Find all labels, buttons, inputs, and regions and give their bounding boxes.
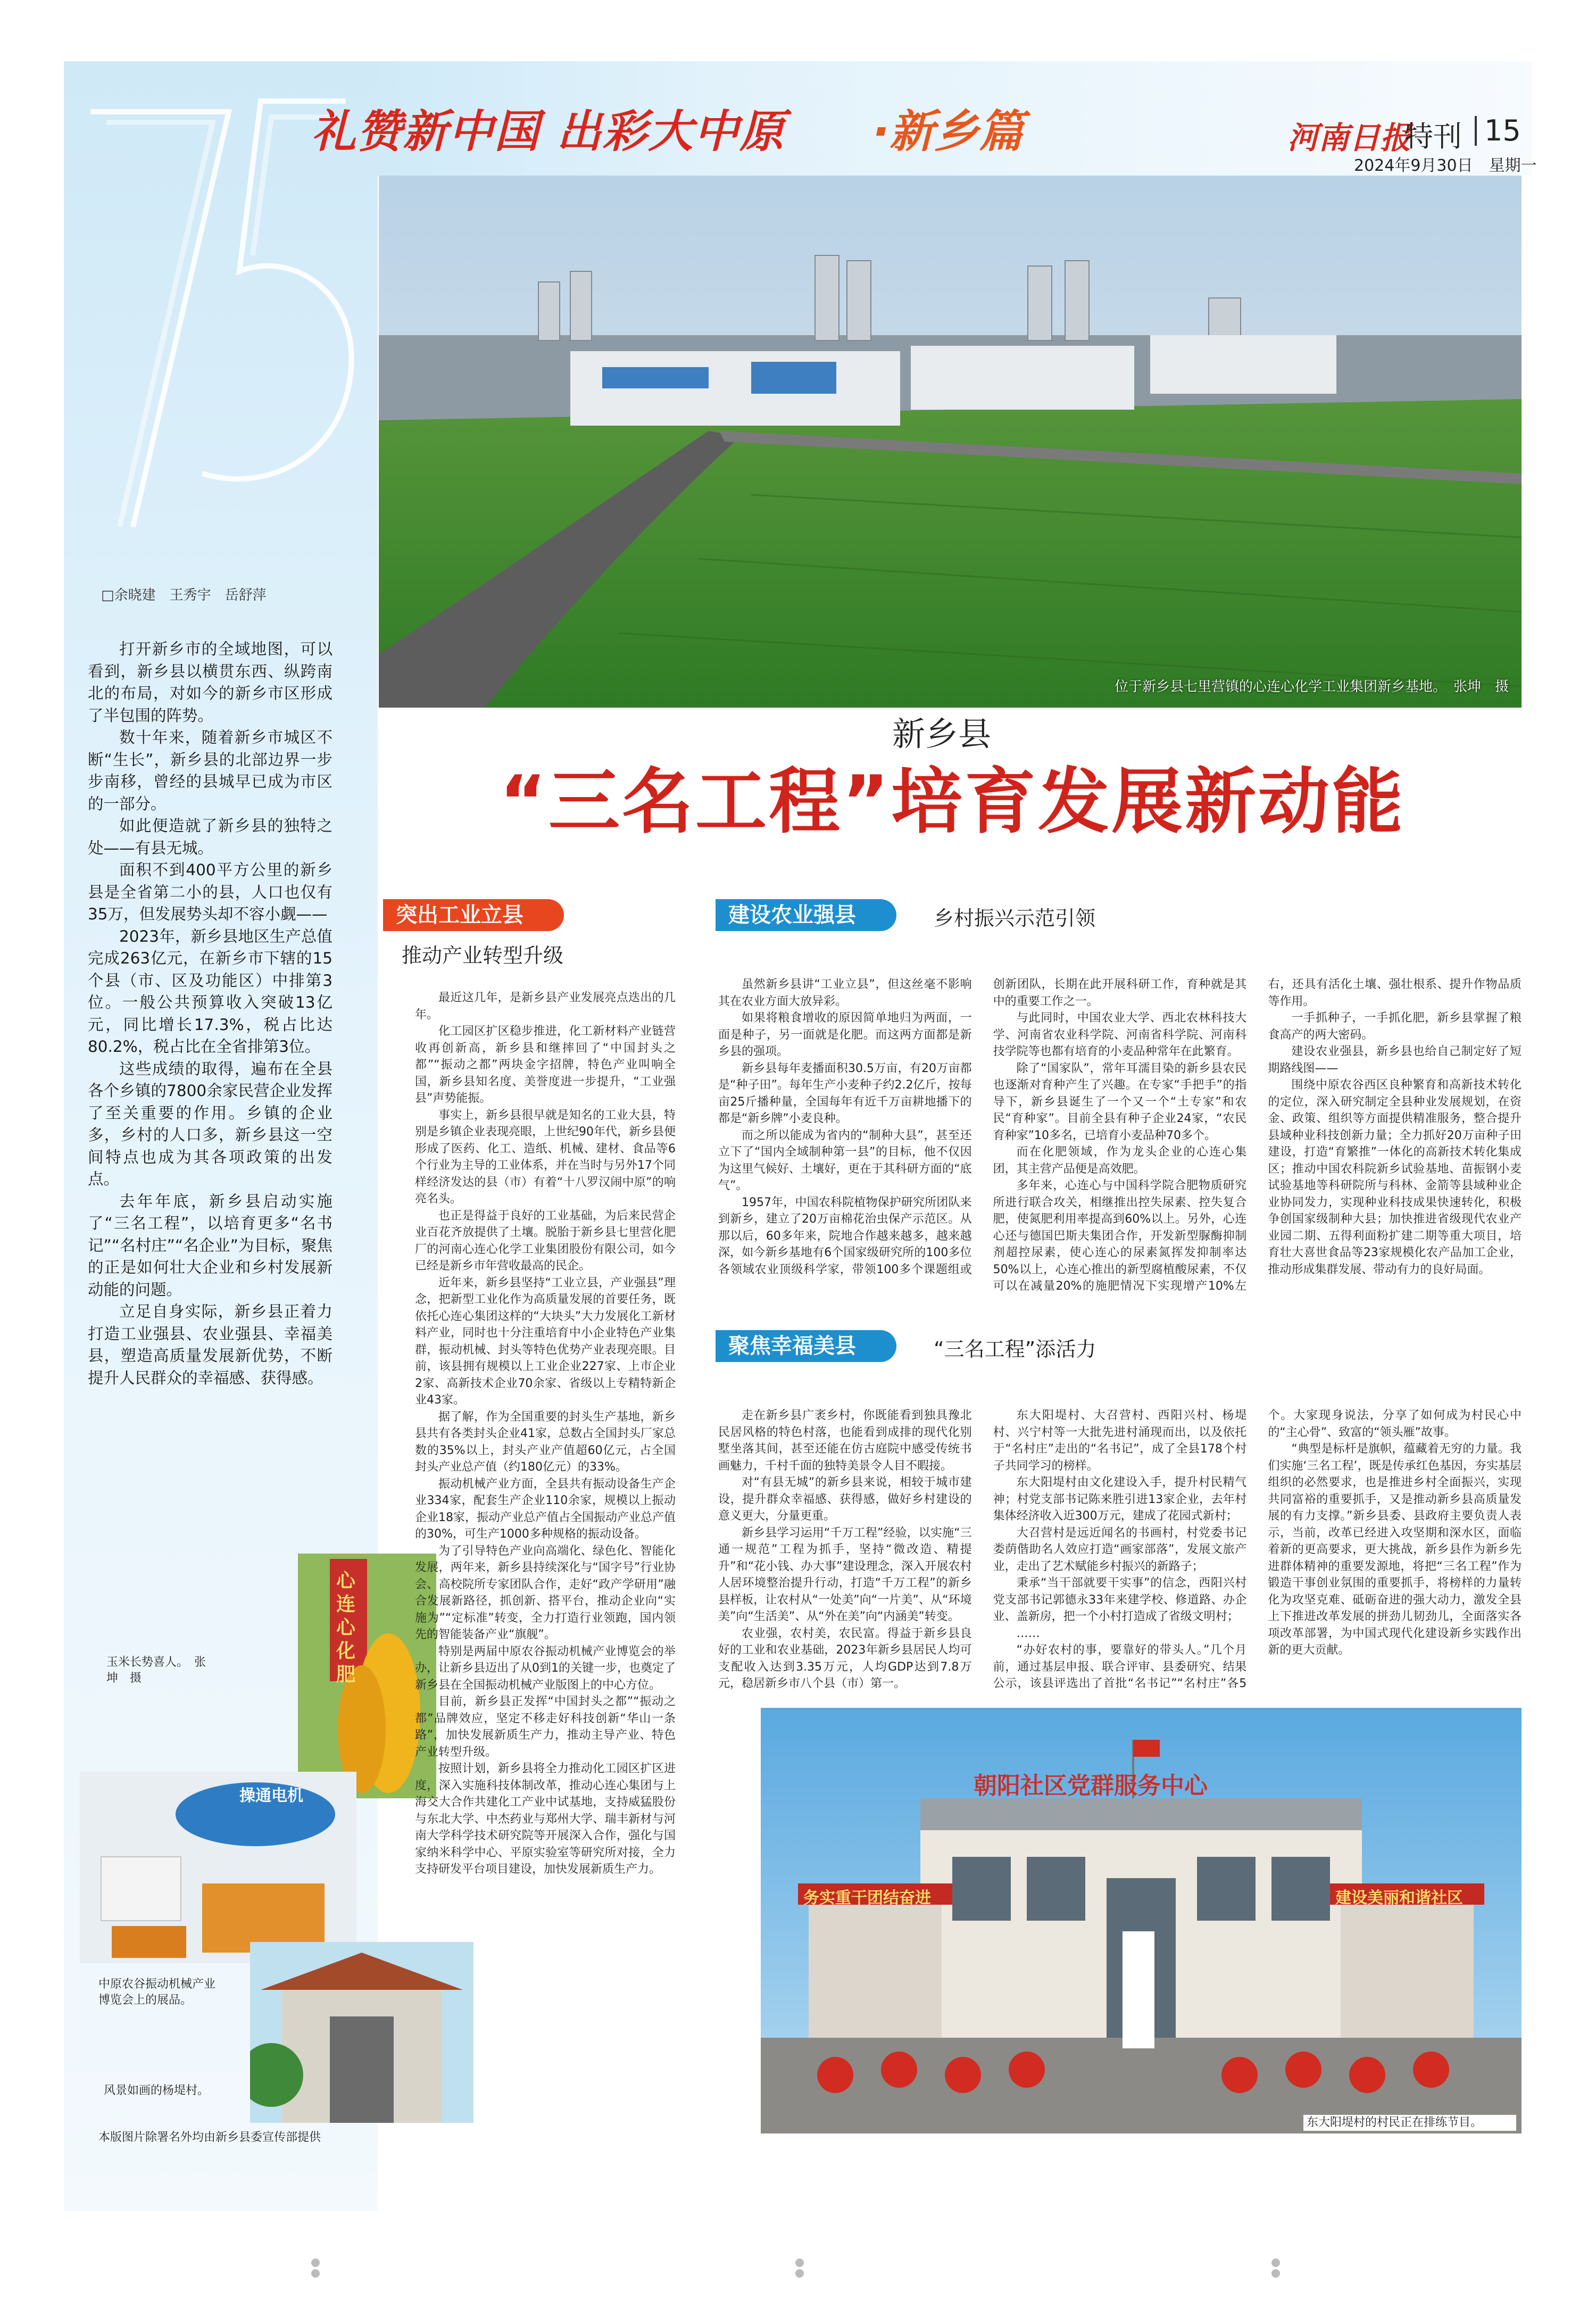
industrial-base-photo xyxy=(379,176,1522,708)
community-center-sign: 朝阳社区党群服务中心 xyxy=(974,1772,1208,1799)
body-paragraph: 最近这几年，是新乡县产业发展亮点迭出的几年。 xyxy=(415,991,676,1022)
lead-paragraph: 去年年底，新乡县启动实施了“三名工程”，以培育更多“名书记”“名村庄”“名企业”为目标，聚焦的正是如何壮大企业和乡村发展新动能的问题。 xyxy=(88,1192,332,1299)
body-paragraph: 虽然新乡县讲“工业立县”，但这丝毫不影响其在农业方面大放异彩。 xyxy=(718,978,972,1008)
body-paragraph: 与此同时，中国农业大学、西北农林科技大学、河南省农业科学院、河南省科学院、河南科技学院等也都有培育的小麦品种常年在此繁育。 xyxy=(993,1011,1247,1058)
body-paragraph: 对“有县无城”的新乡县来说，相较于城市建设，提升群众幸福感、获得感，做好乡村建设的意义更大，分量更重。 xyxy=(718,1476,972,1523)
body-paragraph: 新乡县学习运用“千万工程”经验，以实施“三通一规范”工程为抓手，坚持“微改造、精提升”和“花小钱、办大事”建设理念，深入开展农村人居环境整治提升行动，打造“千万工程”的新乡县样板，让农村从“一处美”向“一片美”、从“环境美”向“生活美”、从“外在美”向“内涵美”转变。 xyxy=(718,1526,972,1623)
body-paragraph: 按照计划，新乡县将全力推动化工园区扩区进度，深入实施科技体制改革，推动心连心集团与上海交大合作共建化工产业中试基地，支持威猛股份与东北大学、中杰药业与郑州大学、瑞丰新材与河南大学科学技术研究院等开展深入合作，强化与国家纳米科学中心、平原实验室等研究所对接，全力支持研发平台项目建设，加快发展新质生产力。 xyxy=(415,1762,676,1876)
section-tag-industry: 突出工业立县 xyxy=(383,899,564,931)
page-dots xyxy=(795,2259,817,2269)
body-paragraph: 除了“国家队”，常年耳濡目染的新乡县农民也逐渐对育种产生了兴趣。在专家“手把手”的指导下，新乡县诞生了一个又一个“土专家”和农民“育种家”。目前全县有种子企业24家，“农民育种家”10多名，已培育小麦品种70多个。 xyxy=(993,1061,1247,1142)
community-center-caption: 东大阳堤村的村民正在排练节目。 xyxy=(1303,2115,1516,2131)
body-paragraph: 新乡县每年麦播面积30.5万亩，有20万亩都是“种子田”。每年生产小麦种子约2.2亿斤，按每亩25斤播种量，全国每年有近千万亩耕地播下的都是“新乡牌”小麦良种。 xyxy=(718,1061,972,1125)
lead-paragraph: 数十年来，随着新乡市城区不断“生长”，新乡县的北部边界一步步南移，曾经的县城早已成为市区的一部分。 xyxy=(88,728,332,813)
gate-caption: 风景如画的杨堤村。 xyxy=(104,2084,210,2097)
body-paragraph: 1957年，中国农科院植物保护研究所团队来到新乡，建立了20万亩棉花治虫保产示范区。从那以后，60多年来，院地合作越来越多，越来越深，如今新乡基地有6个国家级研究所的100多位各领域农业顶级科学家，带领100多个课题组或创新团队，长期在此开展科研工作，育种就是其中的重要工作之一。 xyxy=(718,978,1247,1276)
section-tag-agriculture: 建设农业强县 xyxy=(716,899,896,931)
page-dots xyxy=(1271,2259,1293,2269)
lead-paragraph: 2023年，新乡县地区生产总值完成263亿元，在新乡市下辖的15个县（市、区及功能区）中排第3位。一般公共预算收入突破13亿元，同比增长17.3%，税占比达80.2%，税占比在全省排第3位。 xyxy=(88,927,332,1056)
community-banner-right: 建设美丽和谐社区 xyxy=(1335,1889,1463,1907)
corn-sign-text: 心连心化肥 xyxy=(336,1570,356,1686)
body-paragraph: 一手抓种子，一手抓化肥，新乡县掌握了粮食高产的两大密码。 xyxy=(1268,1011,1522,1042)
body-paragraph: 多年来，心连心与中国科学院合肥物质研究所进行联合攻关，相继推出控失尿素、控失复合肥，使氮肥利用率提高到60%以上。另外，心连心还与德国巴斯夫集团合作，开发新型脲酶抑制剂超控尿素，使心连心的尿素氮挥发抑制率达50%以上，心连心推出的新型腐植酸尿素，不仅可以在减量20%的施肥情况下实现增产10%左右，还具有活化土壤、强壮根系、提升作物品质等作用。 xyxy=(993,978,1522,1293)
body-paragraph: 也正是得益于良好的工业基础，为后来民营企业百花齐放提供了土壤。脱胎于新乡县七里营化肥厂的河南心连心化学工业集团股份有限公司，如今已经是新乡市年营收最高的民企。 xyxy=(415,1209,676,1273)
body-paragraph: 建设农业强县，新乡县也给自己制定好了短期路线图—— xyxy=(1268,1045,1522,1075)
body-paragraph: 如果将粮食增收的原因简单地归为两面，一面是种子，另一面就是化肥。而这两方面都是新乡县的强项。 xyxy=(718,1011,972,1058)
page-number: 15 xyxy=(1484,114,1521,147)
body-paragraph: 而在化肥领域，作为龙头企业的心连心集团，其主营产品便是高效肥。 xyxy=(993,1145,1247,1176)
body-paragraph: 大召营村是远近闻名的书画村，村党委书记娄荫偕助名人效应打造“画家部落”，发展文旅产业，走出了艺术赋能乡村振兴的新路子； xyxy=(993,1526,1247,1573)
community-banner-left: 务实重干团结奋进 xyxy=(803,1889,931,1907)
corn-caption: 玉米长势喜人。 张坤 摄 xyxy=(106,1656,206,1685)
section-subtitle-industry: 推动产业转型升级 xyxy=(402,944,564,967)
headline: “三名工程”培育发展新动能 xyxy=(499,760,1406,843)
body-paragraph: …… xyxy=(1016,1626,1040,1640)
page-dots xyxy=(311,2259,332,2269)
body-paragraph: “办好农村的事，要靠好的带头人。”几个月前，通过基层申报、联合评审、县委研究、结果公示，该县评选出了首批“名书记”“名村庄”各5个。大家现身说法，分享了如何成为村民心中的“主心骨”、致富的“领头雁”故事。 xyxy=(993,1409,1522,1690)
body-paragraph: 目前，新乡县正发挥“中国封头之都”“振动之都”品牌效应，坚定不移走好科技创新“华山一条路”，加快发展新质生产力，推动主导产业、特色产业转型升级。 xyxy=(415,1695,676,1759)
agriculture-column xyxy=(718,976,1522,1317)
issue-date: 2024年9月30日 星期一 xyxy=(1354,156,1537,175)
byline: □余晓建 王秀宇 岳舒萍 xyxy=(101,587,267,603)
headline-kicker: 新乡县 xyxy=(892,715,991,753)
body-paragraph: 而之所以能成为省内的“制种大县”，甚至还立下了“国内全域制种第一县”的目标，他不仅因为这里气候好、土壤好，更在于其科研方面的“底气”。 xyxy=(718,1128,972,1192)
lead-paragraph: 如此便造就了新乡县的独特之处——有县无城。 xyxy=(88,817,332,857)
body-paragraph: 秉承“当干部就要干实事”的信念，西阳兴村党支部书记郭德永33年来建学校、修道路、办企业、盖新房，把一个小村打造成了省级文明村； xyxy=(993,1576,1247,1623)
body-paragraph: 事实上，新乡县很早就是知名的工业大县，特别是乡镇企业表现亮眼，上世纪90年代，新乡县便形成了医药、化工、造纸、机械、建材、食品等6个行业为主导的工业体系，并在当时与另外17个同样经济发达的县（市）有着“十八罗汉闹中原”的响亮名头。 xyxy=(415,1108,676,1206)
section-subtitle: ·新乡篇 xyxy=(872,105,1024,157)
happiness-column xyxy=(718,1407,1522,1695)
body-paragraph: 东大阳堤村、大召营村、西阳兴村、杨堤村、兴宁村等一大批先进村涌现而出，以及依托于“名村庄”走出的“名书记”，成了全县178个村子共同学习的榜样。 xyxy=(993,1409,1247,1473)
section-title: 礼赞新中国 出彩大中原 xyxy=(311,105,786,157)
body-paragraph: 振动机械产业方面，全县共有振动设备生产企业334家，配套生产企业110余家，规模以上振动企业18家，振动产业总产值占全国振动产业总产值的30%，可生产1000多种规格的振动设备。 xyxy=(415,1477,676,1541)
body-paragraph: 东大阳堤村由文化建设入手，提升村民精气神；村党支部书记陈来胜引进13家企业，去年村集体经济收入近300万元，建成了花园式新村； xyxy=(993,1476,1247,1523)
body-paragraph: “典型是标杆是旗帜，蕴藏着无穷的力量。我们实施‘三名工程’，既是传承红色基因，夯实基层组织的必然要求，也是推进乡村全面振兴，实现共同富裕的重要抓手，又是推动新乡县高质量发展的有力支撑。”新乡县委、县政府主要负责人表示，当前，改革已经进入攻坚期和深水区，面临着新的更高要求，更大挑战，新乡县作为新乡先进群体精神的重要发源地，将把“三名工程”作为锻造干事创业氛围的重要抓手，将榜样的力量转化为攻坚克难、砥砺奋进的强大动力，激发全县上下推进改革发展的拼劲儿韧劲儿，全面落实各项改革部署，为中国式现代化建设新乡实践作出新的更大贡献。 xyxy=(1268,1442,1522,1657)
body-paragraph: 围绕中原农谷西区良种繁育和高新技术转化的定位，深入研究制定全县种业发展规划，在资金、政策、组织等方面提供精准服务，整合提升县域种业科技创新力量；全力抓好20万亩种子田建设，打造“育繁推”一体化的高新技术转化集成区；推动中国农科院新乡试验基地、苗振钢小麦试验基地等科研院所与科林、金箭等县域种业企业协同发力，实现种业科技成果快速转化，积极争创国家级制种大县；加快推进省级现代农业产业园二期、五得利面粉扩建二期等重大项目，培育壮大喜世食品等23家规模化农产品加工企业，推动形成集群发展、带动有力的良好局面。 xyxy=(1268,1078,1522,1276)
body-paragraph: 化工园区扩区稳步推进，化工新材料产业链营收再创新高，新乡县和继摔回了“中国封头之都”“振动之都”两块金字招牌，特色产业叫响全国，新乡县知名度、美誉度进一步提升，“工业强县”声势能振。 xyxy=(415,1025,676,1105)
body-paragraph: 据了解，作为全国重要的封头生产基地，新乡县共有各类封头企业41家，总数占全国封头厂家总数的35%以上，封头产业产值超60亿元，占全国封头产业总产值（约180亿元）的33%。 xyxy=(415,1410,676,1474)
section-subtitle-agriculture: 乡村振兴示范引领 xyxy=(934,907,1096,930)
expo-caption: 中原农谷振动机械产业博览会上的展品。 xyxy=(98,1978,216,2007)
header-divider xyxy=(1475,116,1477,146)
section-tag-happiness: 聚焦幸福美县 xyxy=(716,1330,896,1362)
lead-paragraph: 立足自身实际，新乡县正着力打造工业强县、农业强县、幸福美县，塑造高质量发展新优势，不断提升人民群众的幸福感、获得感。 xyxy=(88,1302,332,1387)
expo-brand-text: 操通电机 xyxy=(239,1787,303,1805)
community-center-photo xyxy=(761,1708,1522,2133)
lead-paragraph: 这些成绩的取得，遍布在全县各个乡镇的7800余家民营企业发挥了至关重要的作用。乡镇的企业多，乡村的人口多，新乡县这一空间特点也成为其各项政策的出发点。 xyxy=(88,1059,332,1188)
lead-paragraph: 打开新乡市的全域地图，可以看到，新乡县以横贯东西、纵跨南北的布局，对如今的新乡市区形成了半包围的阵势。 xyxy=(88,640,332,725)
lead-paragraph: 面积不到400平方公里的新乡县是全省第二小的县，人口也仅有35万，但发展势头却不容小觑—— xyxy=(88,861,332,923)
lead-column xyxy=(88,638,332,1389)
body-paragraph: 为了引导特色产业向高端化、绿色化、智能化发展，两年来，新乡县持续深化与“国字号”行业协会、高校院所专家团队合作，走好“政产学研用”融合发展新路径，抓创新、搭平台，推动企业向“实施为”“定标准”转变，全力打造行业领跑，国内领先的智能装备产业“旗舰”。 xyxy=(415,1544,676,1641)
body-paragraph: 近年来，新乡县坚持“工业立县，产业强县”理念，把新型工业化作为高质量发展的首要任务，既依托心连心集团这样的“大块头”大力发展化工新材料产业，同时也十分注重培育中小企业特色产业集群，振动机械、封头等特色优势产业表现亮眼。目前，该县拥有规模以上工业企业227家、上市企业2家、高新技术企业70余家、省级以上专精特新企业43家。 xyxy=(415,1276,676,1407)
top-photo-caption: 位于新乡县七里营镇的心连心化学工业集团新乡基地。 张坤 摄 xyxy=(1115,679,1509,695)
body-paragraph: 特别是两届中原农谷振动机械产业博览会的举办，让新乡县迈出了从0到1的关键一步，也奠定了新乡县在全国振动机械产业版图上的中心方位。 xyxy=(415,1645,676,1692)
photo-credit-note: 本版图片除署名外均由新乡县委宣传部提供 xyxy=(98,2131,321,2144)
body-paragraph: 农业强，农村美，农民富。得益于新乡县良好的工业和农业基础，2023年新乡县居民人均可支配收入达到3.35万元，人均GDP达到7.8万元，稳居新乡市八个县（市）第一。 xyxy=(718,1626,972,1690)
body-paragraph: 走在新乡县广袤乡村，你既能看到独具豫北民居风格的特色村落，也能看到成排的现代化别墅坐落其间，甚至还能在仿古庭院中感受传统书画魅力，千村千面的独特美景令人目不暇接。 xyxy=(718,1409,972,1473)
expo-photo xyxy=(80,1772,356,1963)
industry-column xyxy=(415,990,676,2123)
newspaper-logo: 河南日报 xyxy=(1287,120,1411,156)
section-subtitle-happiness: “三名工程”添活力 xyxy=(934,1338,1096,1361)
edition-label: 特刊 xyxy=(1404,120,1462,153)
